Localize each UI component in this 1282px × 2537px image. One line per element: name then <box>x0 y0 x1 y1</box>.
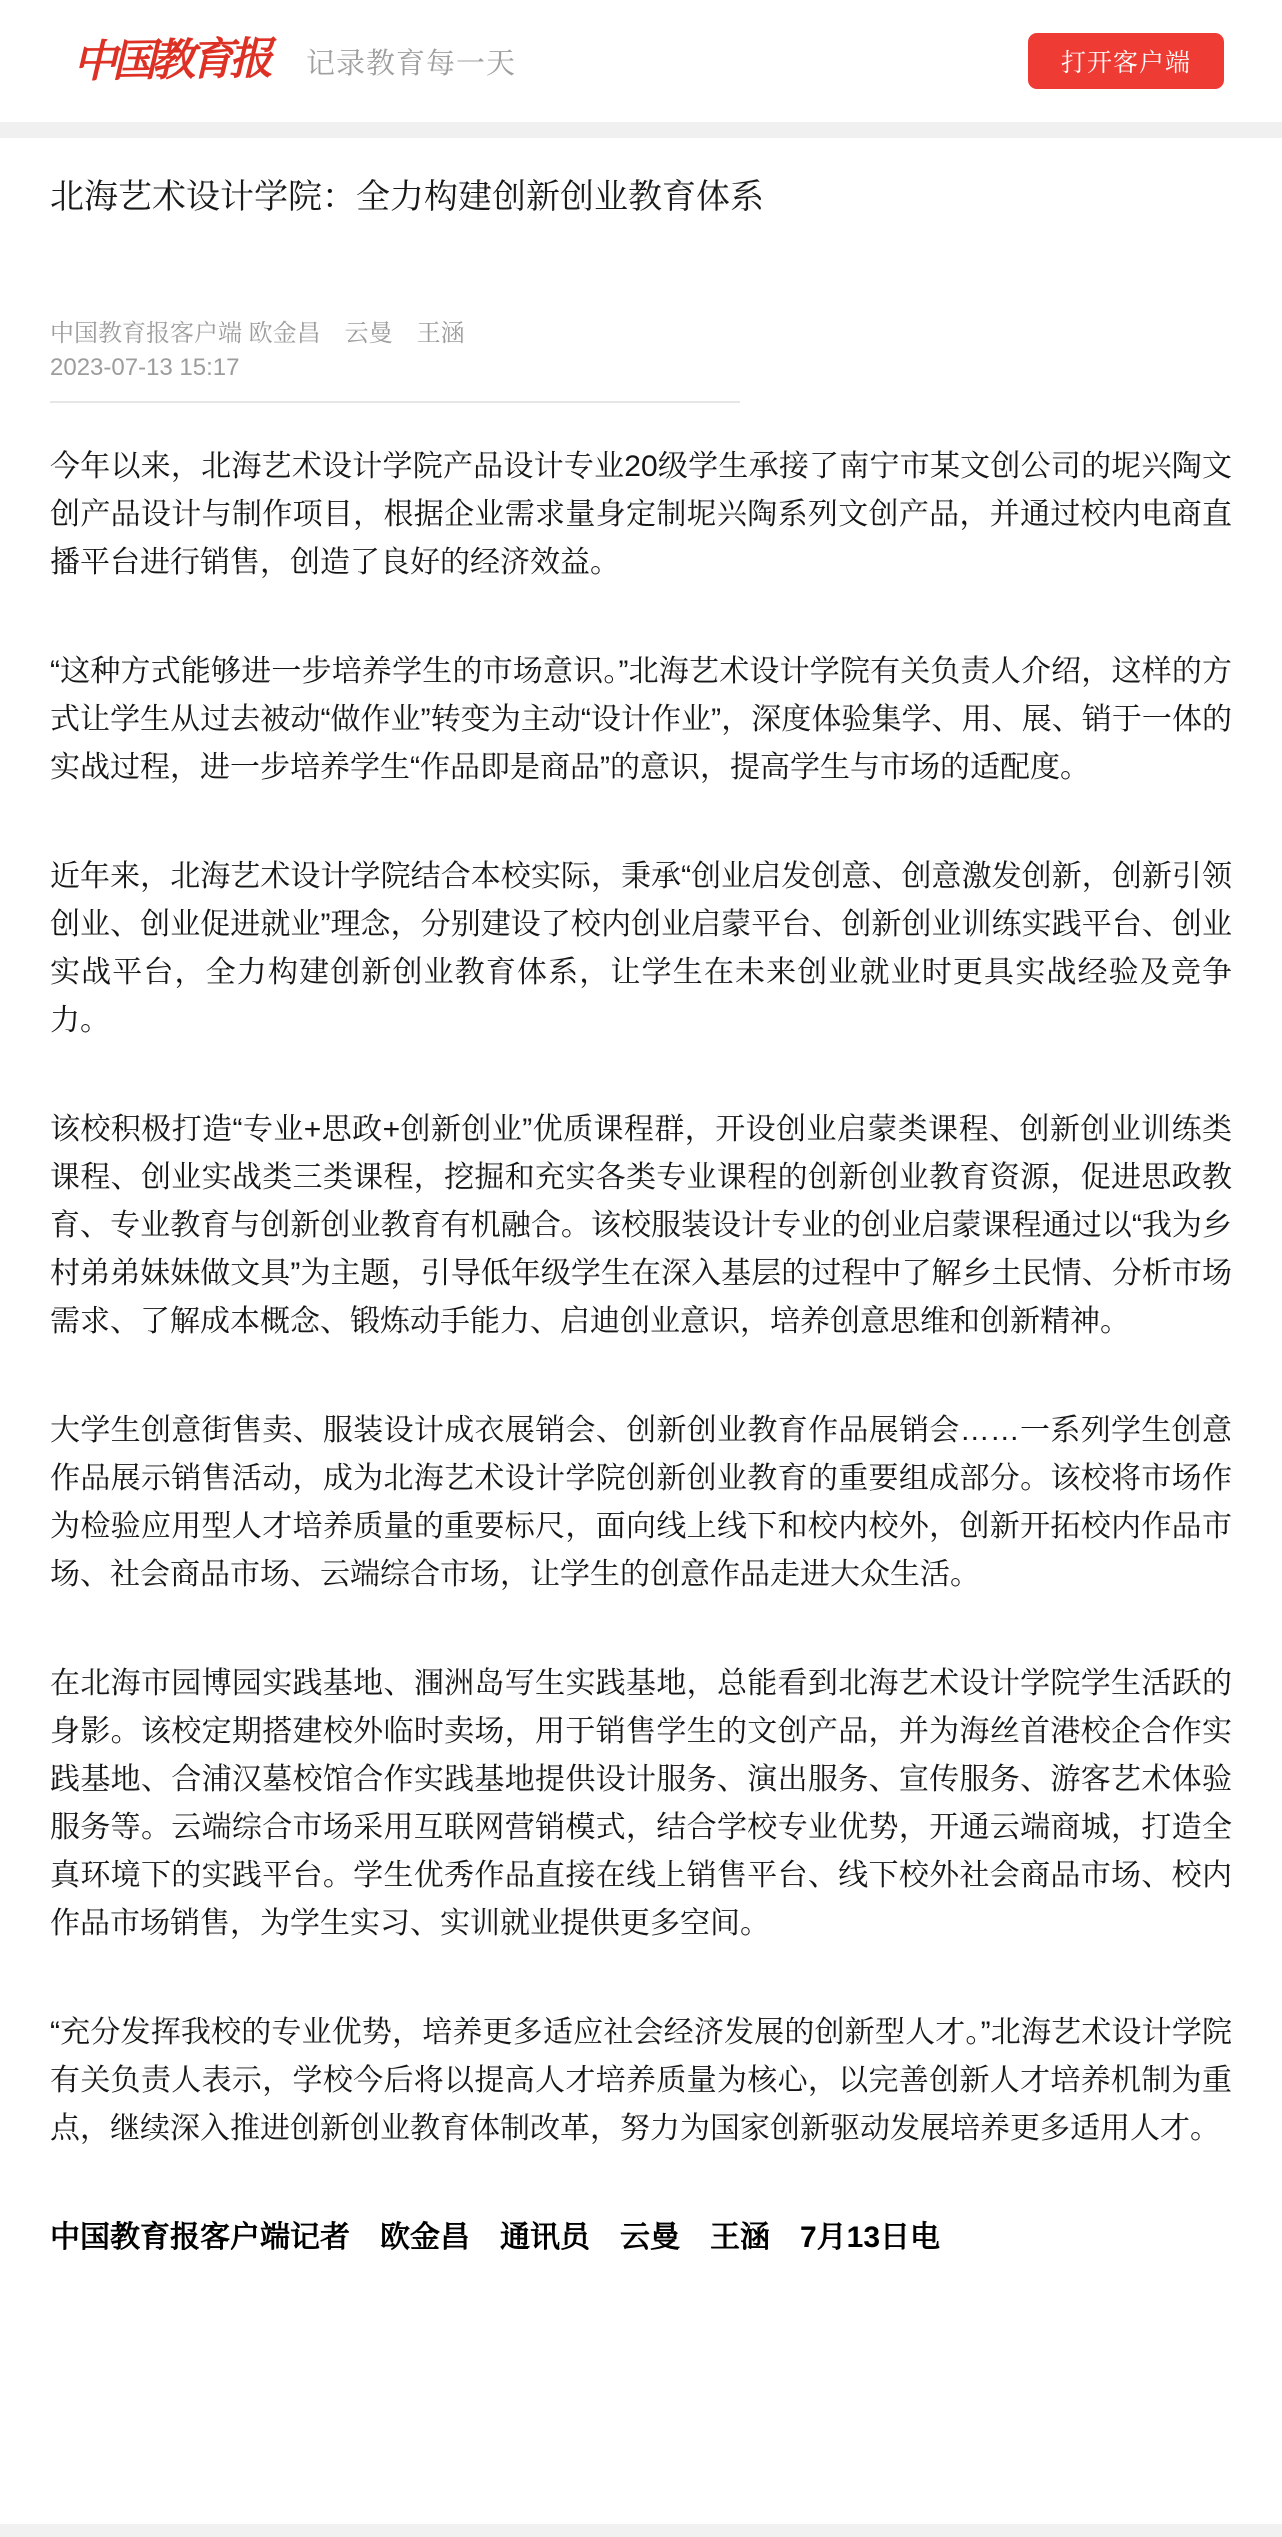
bottom-strip <box>0 2524 1282 2537</box>
header-separator-band <box>0 122 1282 138</box>
article-paragraph: 大学生创意街售卖、服装设计成衣展销会、创新创业教育作品展销会……一系列学生创意作品展示销售活动，成为北海艺术设计学院创新创业教育的重要组成部分。该校将市场作为检验应用型人才培养质量的重要标尺，面向线上线下和校内校外，创新开拓校内作品市场、社会商品市场、云端综合市场，让学生的创意作品走进大众生活。 <box>50 1414 1232 1591</box>
article-paragraph: 今年以来，北海艺术设计学院产品设计专业20级学生承接了南宁市某文创公司的坭兴陶文创产品设计与制作项目，根据企业需求量身定制坭兴陶系列文创产品，并通过校内电商直播平台进行销售，创造了良好的经济效益。 <box>50 450 1232 579</box>
article-paragraph: “这种方式能够进一步培养学生的市场意识。”北海艺术设计学院有关负责人介绍，这样的方式让学生从过去被动“做作业”转变为主动“设计作业”，深度体验集学、用、展、销于一体的实战过程，进一步培养学生“作品即是商品”的意识，提高学生与市场的适配度。 <box>50 655 1232 784</box>
footer-credit-line: 中国教育报客户端记者 欧金昌 通讯员 云曼 王涵 7月13日电 <box>50 2221 941 2254</box>
article-paragraph: 近年来，北海艺术设计学院结合本校实际，秉承“创业启发创意、创意激发创新，创新引领创业、创业促进就业”理念，分别建设了校内创业启蒙平台、创新创业训练实践平台、创业实战平台，全力构建创新创业教育体系，让学生在未来创业就业时更具实战经验及竞争力。 <box>50 860 1232 1037</box>
open-app-button[interactable]: 打开客户端 <box>1028 33 1224 89</box>
article-meta <box>50 317 1232 385</box>
article-body <box>50 443 1232 2153</box>
article-paragraph: 在北海市园博园实践基地、涠洲岛写生实践基地，总能看到北海艺术设计学院学生活跃的身影。该校定期搭建校外临时卖场，用于销售学生的文创产品，并为海丝首港校企合作实践基地、合浦汉墓校馆合作实践基地提供设计服务、演出服务、宣传服务、游客艺术体验服务等。云端综合市场采用互联网营销模式，结合学校专业优势，开通云端商城，打造全真环境下的实践平台。学生优秀作品直接在线上销售平台、线下校外社会商品市场、校内作品市场销售，为学生实习、实训就业提供更多空间。 <box>50 1667 1232 1940</box>
page-title: 北海艺术设计学院：全力构建创新创业教育体系 <box>50 178 764 216</box>
article-paragraph: 该校积极打造“专业+思政+创新创业”优质课程群，开设创业启蒙类课程、创新创业训练类课程、创业实战类三类课程，挖掘和充实各类专业课程的创新创业教育资源，促进思政教育、专业教育与创新创业教育有机融合。该校服装设计专业的创业启蒙课程通过以“我为乡村弟弟妹妹做文具”为主题，引导低年级学生在深入基层的过程中了解乡土民情、分析市场需求、了解成本概念、锻炼动手能力、启迪创业意识，培养创意思维和创新精神。 <box>50 1113 1232 1338</box>
brand-tagline: 记录教育每一天 <box>306 47 517 80</box>
byline: 中国教育报客户端 欧金昌 云曼 王涵 <box>50 320 465 347</box>
publish-datetime: 2023-07-13 15:17 <box>50 354 240 381</box>
article-content <box>0 173 1282 2262</box>
header <box>0 0 1282 122</box>
article-paragraph: “充分发挥我校的专业优势，培养更多适应社会经济发展的创新型人才。”北海艺术设计学院有关负责人表示，学校今后将以提高人才培养质量为核心，以完善创新人才培养机制为重点，继续深入推进创新创业教育体制改革，努力为国家创新驱动发展培养更多适用人才。 <box>50 2016 1232 2145</box>
meta-divider <box>50 401 740 403</box>
brand-logo[interactable]: 中国教育报 <box>72 33 269 88</box>
